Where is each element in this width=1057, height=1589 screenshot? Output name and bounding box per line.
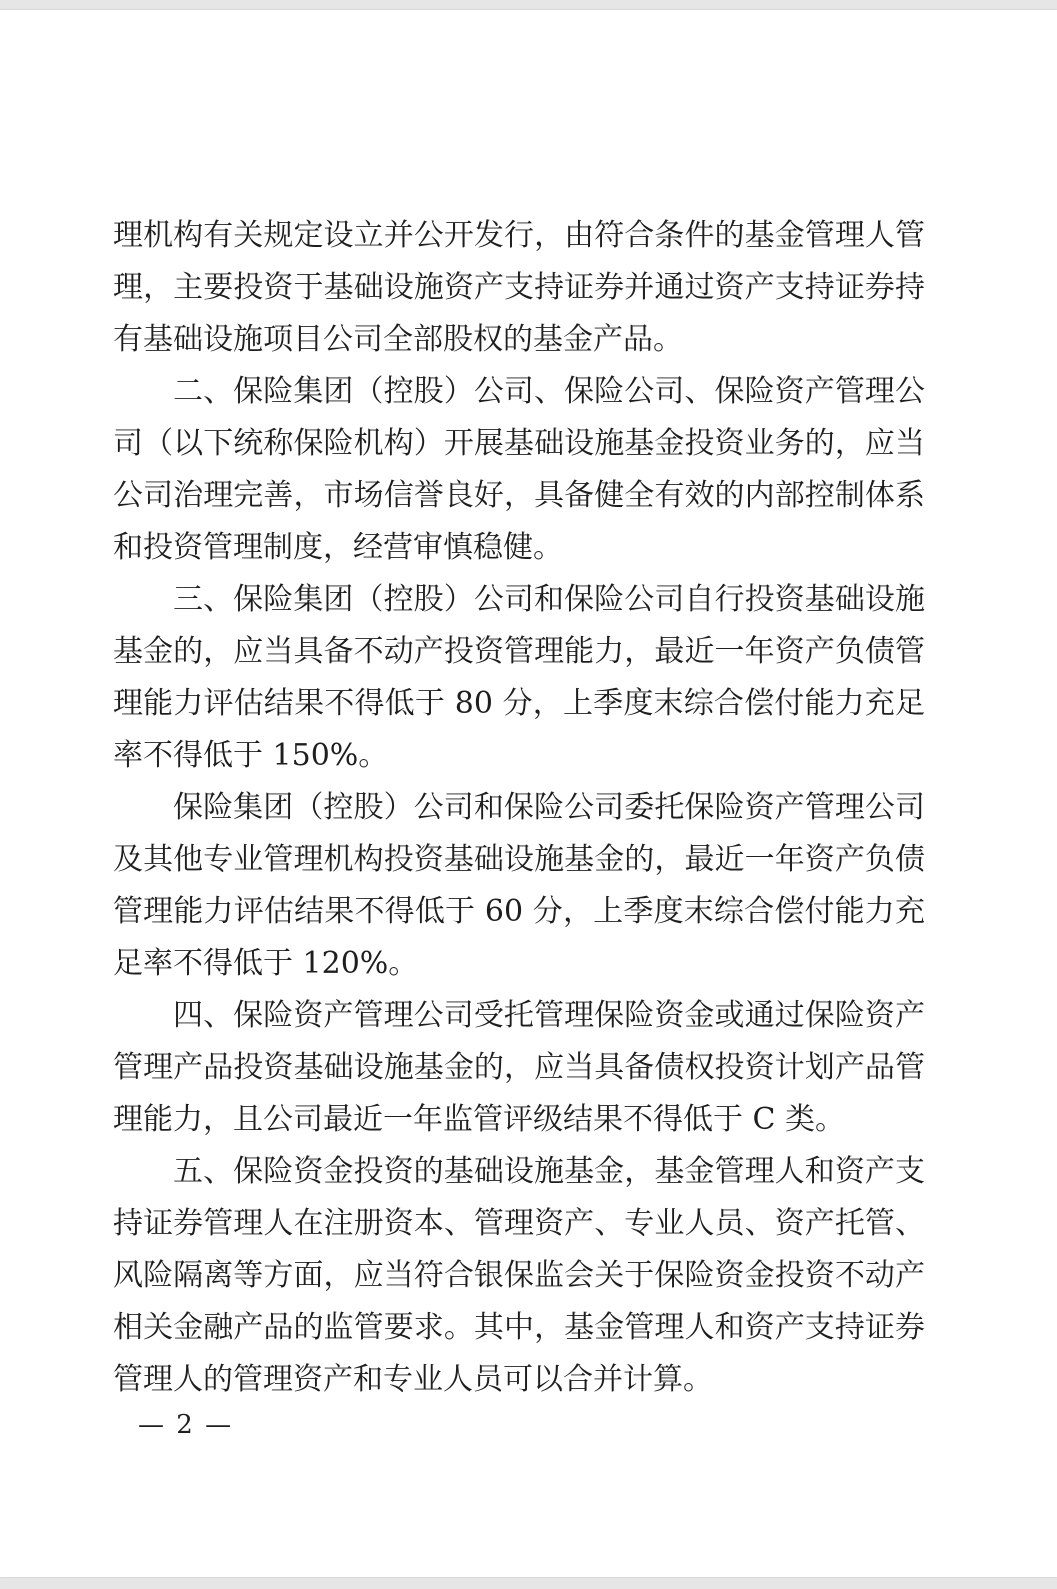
paragraph-section-3-delegated: 保险集团（控股）公司和保险公司委托保险资产管理公司及其他专业管理机构投资基础设施基金的，最近一年资产负债管理能力评估结果不得低于 60 分，上季度末综合偿付能力充足率不得低于 120%。 bbox=[113, 790, 925, 981]
paragraph-section-4: 四、保险资产管理公司受托管理保险资金或通过保险资产管理产品投资基础设施基金的，应当具备债权投资计划产品管理能力，且公司最近一年监管评级结果不得低于 C 类。 bbox=[113, 998, 925, 1137]
paragraph-section-5: 五、保险资金投资的基础设施基金，基金管理人和资产支持证券管理人在注册资本、管理资产、专业人员、资产托管、风险隔离等方面，应当符合银保监会关于保险资金投资不动产相关金融产品的监管要求。其中，基金管理人和资产支持证券管理人的管理资产和专业人员可以合并计算。 bbox=[113, 1154, 925, 1397]
paragraph-section-3: 三、保险集团（控股）公司和保险公司自行投资基础设施基金的，应当具备不动产投资管理能力，最近一年资产负债管理能力评估结果不得低于 80 分，上季度末综合偿付能力充足率不得低于 150%。 bbox=[113, 582, 925, 773]
paragraph-section-2: 二、保险集团（控股）公司、保险公司、保险资产管理公司（以下统称保险机构）开展基础设施基金投资业务的，应当公司治理完善，市场信誉良好，具备健全有效的内部控制体系和投资管理制度，经营审慎稳健。 bbox=[113, 374, 925, 565]
paragraph-continuation: 理机构有关规定设立并公开发行，由符合条件的基金管理人管理，主要投资于基础设施资产支持证券并通过资产支持证券持有基础设施项目公司全部股权的基金产品。 bbox=[113, 218, 925, 357]
document-body bbox=[113, 210, 925, 1406]
document-page bbox=[0, 10, 1057, 1577]
page-number: — 2 — bbox=[138, 1410, 234, 1440]
